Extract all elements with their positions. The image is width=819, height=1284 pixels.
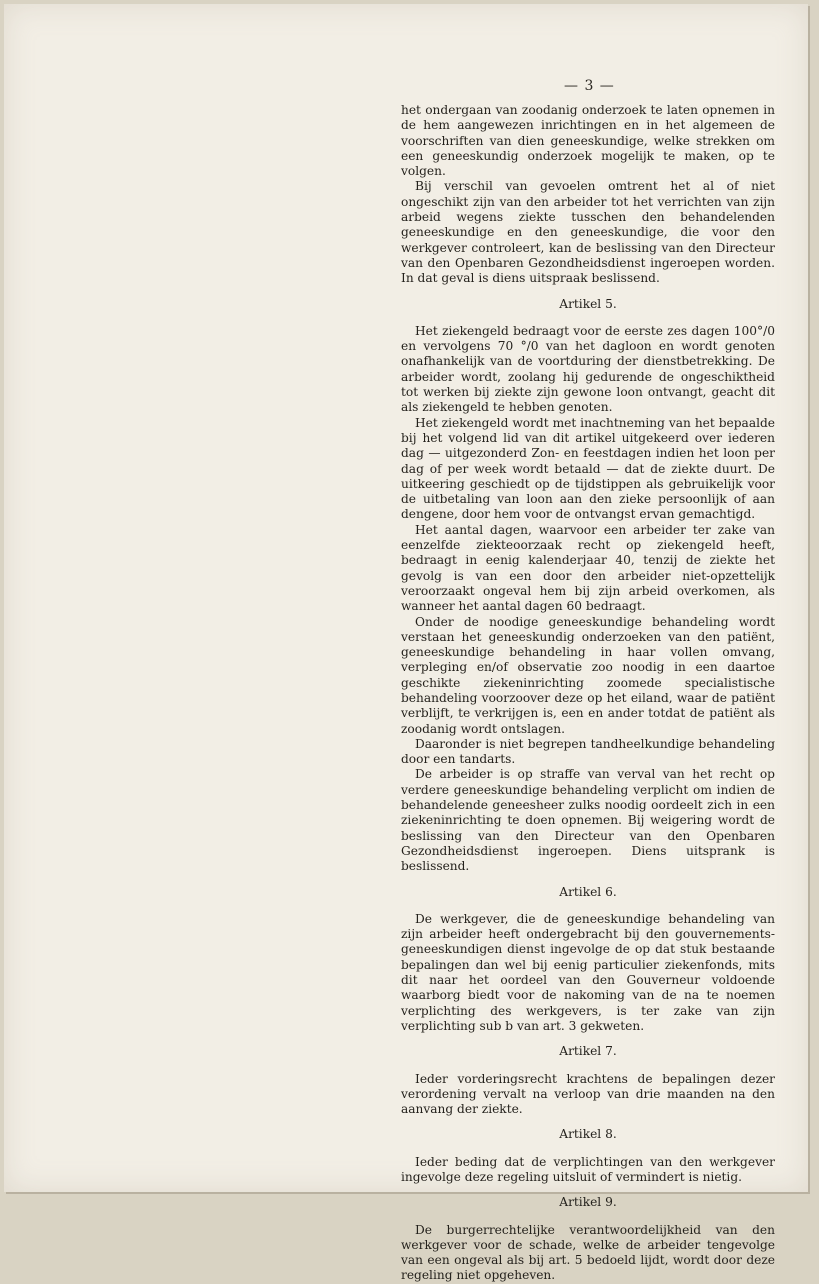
- page-number: — 3 —: [564, 78, 615, 94]
- paragraph: De burgerrechtelijke verantwoordelijkheid van den werkgever voor de schade, welke de arbeider tengevolge van een ongeval als bij art. 5 bedoeld lijdt, wordt door deze regeling niet opgeheven.: [401, 1222, 775, 1283]
- document-page: [4, 4, 808, 1283]
- paragraph: Het ziekengeld bedraagt voor de eerste zes dagen 100°/0 en vervolgens 70 °/0 van het dagloon en wordt genoten onafhankelijk van de voortduring der dienstbetrekking. De arbeider wordt, zoolang hij gedurende de ongeschiktheid tot werken bij ziekte zijn gewone loon ontvangt, geacht dit als ziekengeld te hebben genoten.: [401, 323, 775, 415]
- paragraph: Het aantal dagen, waarvoor een arbeider ter zake van eenzelfde ziekteoorzaak recht op ziekengeld heeft, bedraagt in eenig kalenderjaar 40, tenzij de ziekte het gevolg is van een door den arbeider niet-opzettelijk veroorzaakt ongeval hem bij zijn arbeid overkomen, als wanneer het aantal dagen 60 bedraagt.: [401, 522, 775, 614]
- paragraph: Onder de noodige geneeskundige behandeling wordt verstaan het geneeskundig onderzoeken van den patiënt, geneeskundige behandeling in haar vollen omvang, verpleging en/of observatie zoo noodig in een daartoe geschikte ziekeninrichting zoomede specialistische behandeling voorzoover deze op het eiland, waar de patiënt verblijft, te verkrijgen is, een en ander totdat de patiënt als zoodanig wordt ontslagen.: [401, 614, 775, 736]
- paragraph: De arbeider is op straffe van verval van het recht op verdere geneeskundige behandeling verplicht om indien de behandelende geneesheer zulks noodig oordeelt zich in een ziekeninrichting te doen opnemen. Bij weigering wordt de beslissing van den Directeur van den Openbaren Gezondheidsdienst ingeroepen. Diens uitsprank is beslissend.: [401, 767, 775, 874]
- paragraph: Het ziekengeld wordt met inachtneming van het bepaalde bij het volgend lid van dit artikel uitgekeerd over iederen dag — uitgezonderd Zon- en feestdagen indien het loon per dag of per week wordt betaald — dat de ziekte duurt. De uitkeering geschiedt op de tijdstippen als gebruikelijk voor de uitbetaling van loon aan den zieke persoonlijk of aan dengene, door hem voor de ontvangst ervan gemachtigd.: [401, 415, 775, 522]
- article-heading: Artikel 5.: [559, 296, 617, 311]
- paragraph: Bij verschil van gevoelen omtrent het al of niet ongeschikt zijn van den arbeider tot het verrichten van zijn arbeid wegens ziekte tusschen den behandelenden geneeskundige en den geneeskundige, die voor den werkgever controleert, kan de beslissing van den Directeur van den Openbaren Gezondheidsdienst ingeroepen worden. In dat geval is diens uitspraak beslissend.: [401, 179, 775, 286]
- paragraph: Ieder vorderingsrecht krachtens de bepalingen dezer verordening vervalt na verloop van drie maanden na den aanvang der ziekte.: [401, 1071, 775, 1117]
- paragraph: De werkgever, die de geneeskundige behandeling van zijn arbeider heeft ondergebracht bij den gouvernements-geneeskundigen dienst ingevolge de op dat stuk bestaande bepalingen dan wel bij eenig particulier ziekenfonds, mits dit naar het oordeel van den Gouverneur voldoende waarborg biedt voor de nakoming van de na te noemen verplichting des werkgevers, is ter zake van zijn verplichting sub b van art. 3 gekweten.: [401, 911, 775, 1033]
- article-heading: Artikel 8.: [559, 1127, 617, 1142]
- paragraph: het ondergaan van zoodanig onderzoek te laten opnemen in de hem aangewezen inrichtingen en in het algemeen de voorschriften van dien geneeskundige, welke strekken om een geneeskundig onderzoek mogelijk te maken, op te volgen.: [401, 103, 775, 179]
- article-heading: Artikel 6.: [559, 884, 617, 899]
- paragraph: Daaronder is niet begrepen tandheelkundige behandeling door een tandarts.: [401, 736, 775, 767]
- text-column: [401, 103, 775, 1284]
- article-heading: Artikel 9.: [559, 1195, 617, 1210]
- article-heading: Artikel 7.: [559, 1044, 617, 1059]
- paragraph: Ieder beding dat de verplichtingen van den werkgever ingevolge deze regeling uitsluit of vermindert is nietig.: [401, 1154, 775, 1184]
